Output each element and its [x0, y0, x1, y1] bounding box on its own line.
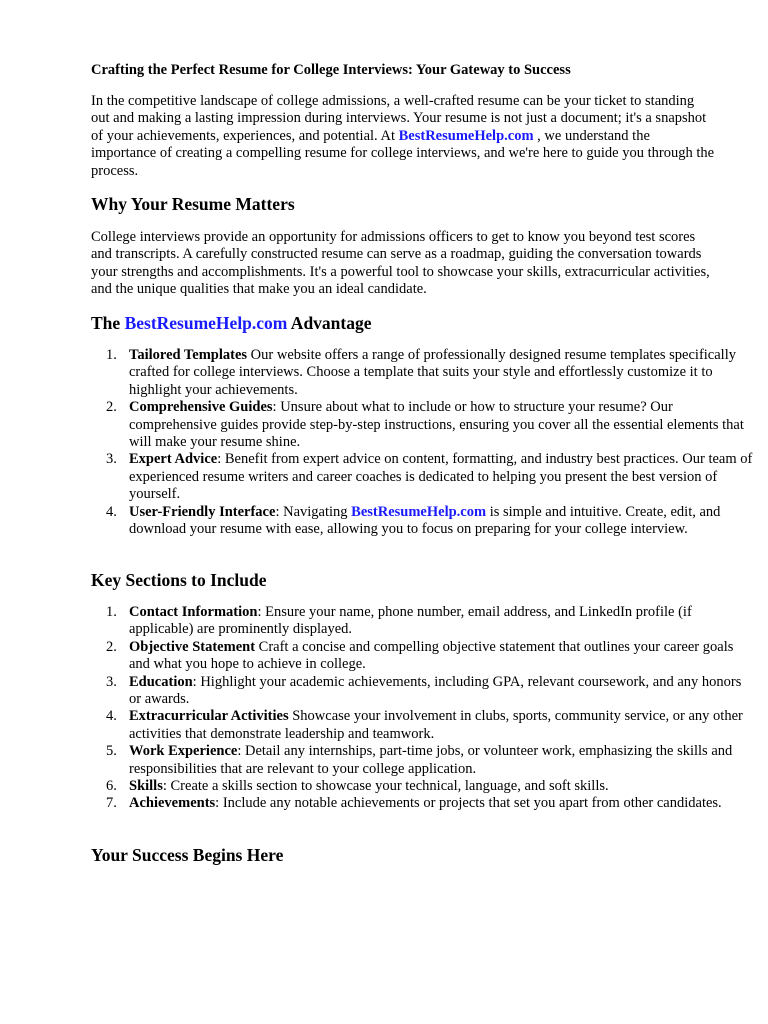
intro-paragraph	[91, 93, 716, 180]
list-number: 4.	[106, 503, 117, 520]
intro-link[interactable]: BestResumeHelp.com	[398, 127, 534, 144]
item-title: Extracurricular Activities	[129, 708, 289, 725]
item-text: Showcase your involvement in clubs, sports, community service, or any other activities that demonstrate leadership and teamwork.	[129, 708, 743, 742]
advantage-list	[91, 347, 754, 538]
sections-heading: Key Sections to Include	[91, 570, 267, 590]
item-text-before: : Navigating	[275, 503, 352, 520]
interface-link[interactable]: BestResumeHelp.com	[351, 503, 487, 520]
advantage-heading-before: The	[91, 313, 125, 333]
item-title: Skills	[129, 778, 163, 795]
list-number: 1.	[106, 347, 117, 363]
intro-text-after: , we understand the importance of creating a compelling resume for college interviews, and we're here to guide you through the process.	[91, 127, 715, 179]
item-title: Achievements	[129, 795, 216, 812]
item-title: Education	[129, 673, 193, 690]
item-title: Tailored Templates	[129, 347, 248, 363]
list-item	[106, 503, 754, 539]
list-number: 5.	[106, 743, 117, 760]
list-number: 7.	[106, 795, 117, 812]
item-title: Objective Statement	[129, 638, 256, 655]
intro-text-before: In the competitive landscape of college admissions, a well-crafted resume can be your ticket to standing out and making a lasting impression during interviews. Your resume is not just a document; it's a snapshot of your achievements, experiences, and potential. At	[91, 93, 707, 144]
list-item	[106, 673, 754, 709]
item-text: : Detail any internships, part-time jobs, or volunteer work, emphasizing the skills and responsibilities that are relevant to your college application.	[129, 743, 733, 777]
list-item	[106, 795, 754, 812]
list-number: 2.	[106, 638, 117, 655]
item-text: : Include any notable achievements or projects that set you apart from other candidates.	[215, 795, 722, 812]
advantage-heading-after: Advantage	[287, 313, 372, 333]
list-number: 6.	[106, 778, 117, 795]
item-title: User-Friendly Interface	[129, 503, 276, 520]
item-text: Craft a concise and compelling objective statement that outlines your career goals and what you hope to achieve in college.	[129, 638, 734, 673]
item-text: : Unsure about what to include or how to structure your resume? Our comprehensive guides provide step-by-step instructions, ensuring you cover all the essential elements that will make your resume shine.	[129, 399, 744, 451]
item-text: Our website offers a range of professionally designed resume templates specifically crafted for college interviews. Choose a template that suits your style and effortlessly customize it to highlight your achievements.	[129, 347, 736, 398]
item-text: : Create a skills section to showcase your technical, language, and soft skills.	[162, 778, 609, 795]
list-item	[106, 399, 754, 451]
item-text: : Benefit from expert advice on content, formatting, and industry best practices. Our team of experienced resume writers and career coaches is dedicated to helping you present the best version of yourself.	[129, 451, 753, 503]
item-text-after: is simple and intuitive. Create, edit, and download your resume with ease, allowing you to focus on preparing for your college interview.	[129, 503, 721, 538]
list-item	[106, 708, 754, 743]
advantage-heading	[91, 313, 372, 334]
item-title: Work Experience	[129, 743, 238, 760]
item-title: Expert Advice	[129, 451, 218, 468]
list-item	[106, 778, 754, 795]
why-heading: Why Your Resume Matters	[91, 194, 295, 214]
item-title: Comprehensive Guides	[129, 399, 273, 416]
list-item	[106, 451, 754, 503]
success-heading: Your Success Begins Here	[91, 845, 284, 865]
item-title: Contact Information	[129, 604, 258, 620]
list-number: 2.	[106, 399, 117, 416]
advantage-heading-link[interactable]: BestResumeHelp.com	[124, 313, 288, 333]
list-number: 3.	[106, 451, 117, 468]
list-item	[106, 347, 754, 399]
item-text: : Highlight your academic achievements, including GPA, relevant coursework, and any honors or awards.	[129, 673, 742, 708]
item-text: : Ensure your name, phone number, email address, and LinkedIn profile (if applicable) are prominently displayed.	[129, 604, 692, 638]
why-paragraph: College interviews provide an opportunity for admissions officers to get to know you beyond test scores and transcripts. A carefully constructed resume can serve as a roadmap, guiding the conversation towards your strengths and accomplishments. It's a powerful tool to showcase your skills, extracurricular activities, and the unique qualities that make you an ideal candidate.	[91, 229, 710, 298]
list-item	[106, 743, 754, 778]
list-number: 1.	[106, 604, 117, 620]
list-number: 4.	[106, 708, 117, 725]
list-number: 3.	[106, 673, 117, 690]
list-item	[106, 638, 754, 674]
list-item	[106, 604, 754, 639]
document-title: Crafting the Perfect Resume for College Interviews: Your Gateway to Success	[91, 62, 571, 78]
sections-list	[91, 604, 754, 813]
